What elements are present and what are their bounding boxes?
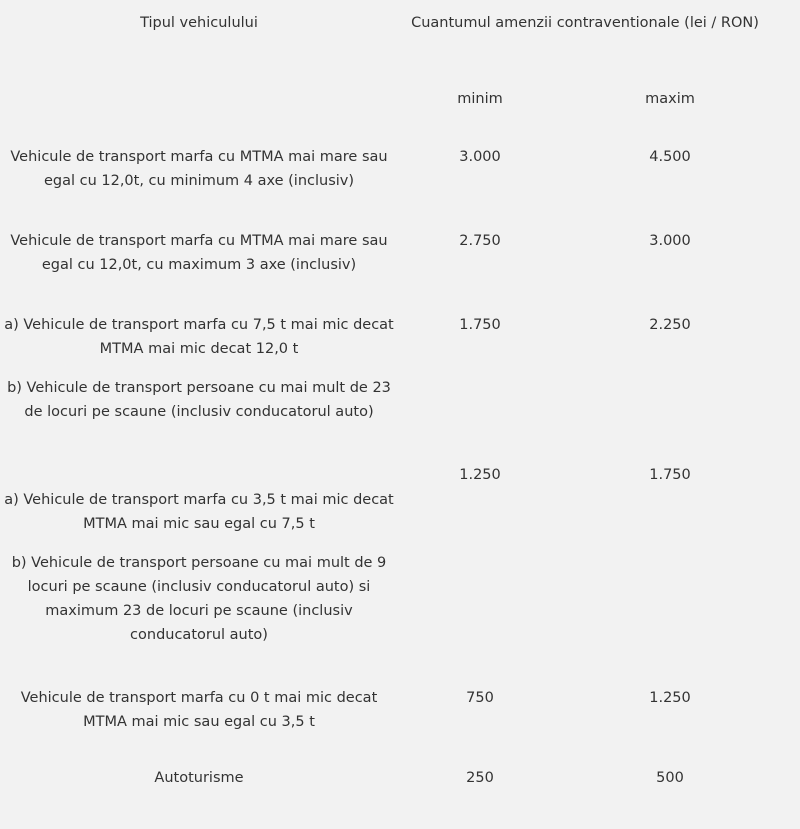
row-4b-line-3: maximum 23 de locuri pe scaune (inclusiv	[45, 603, 353, 619]
row-1-min: 3.000	[459, 149, 501, 165]
row-5-max: 1.250	[649, 690, 691, 706]
row-2-line-2: egal cu 12,0t, cu maximum 3 axe (inclusiv)	[41, 257, 357, 273]
row-3b-line-2: de locuri pe scaune (inclusiv conducatorul auto)	[24, 404, 374, 420]
row-4-max: 1.750	[649, 467, 691, 483]
row-2-max: 3.000	[649, 233, 691, 249]
row-1-line-2: egal cu 12,0t, cu minimum 4 axe (inclusiv)	[43, 173, 355, 189]
row-4a-line-1: a) Vehicule de transport marfa cu 3,5 t mai mic decat	[4, 492, 394, 508]
header-min: minim	[457, 91, 503, 107]
row-3b-line-1: b) Vehicule de transport persoane cu mai mult de 23	[7, 380, 391, 396]
row-3-vehicle-b	[0, 376, 398, 424]
row-1-vehicle	[0, 145, 398, 193]
header-max: maxim	[645, 91, 695, 107]
row-6-vehicle: Autoturisme	[154, 770, 244, 786]
row-1-max: 4.500	[649, 149, 691, 165]
row-4b-line-2: locuri pe scaune (inclusiv conducatorul auto) si	[27, 579, 371, 595]
row-5-min: 750	[466, 690, 494, 706]
row-6-min: 250	[466, 770, 494, 786]
row-5-line-1: Vehicule de transport marfa cu 0 t mai mic decat	[20, 690, 378, 706]
row-4b-line-1: b) Vehicule de transport persoane cu mai mult de 9	[11, 555, 387, 571]
row-4b-line-4: conducatorul auto)	[130, 627, 268, 643]
row-3a-line-1: a) Vehicule de transport marfa cu 7,5 t mai mic decat	[4, 317, 394, 333]
row-3-vehicle-a	[0, 313, 398, 361]
row-2-line-1: Vehicule de transport marfa cu MTMA mai mare sau	[10, 233, 388, 249]
row-4-vehicle-a	[0, 488, 398, 536]
row-6-max: 500	[656, 770, 684, 786]
row-2-vehicle	[0, 229, 398, 277]
row-5-line-2: MTMA mai mic sau egal cu 3,5 t	[83, 714, 315, 730]
row-3a-line-2: MTMA mai mic decat 12,0 t	[99, 341, 299, 357]
row-3-min: 1.750	[459, 317, 501, 333]
row-4-vehicle-b	[0, 551, 398, 647]
row-4a-line-2: MTMA mai mic sau egal cu 7,5 t	[83, 516, 315, 532]
row-3-max: 2.250	[649, 317, 691, 333]
header-vehicle-type: Tipul vehiculului	[140, 15, 258, 31]
row-4-min: 1.250	[459, 467, 501, 483]
row-2-min: 2.750	[459, 233, 501, 249]
row-1-line-1: Vehicule de transport marfa cu MTMA mai mare sau	[10, 149, 388, 165]
row-5-vehicle	[0, 686, 398, 734]
header-fine-amount: Cuantumul amenzii contraventionale (lei / RON)	[411, 15, 759, 31]
